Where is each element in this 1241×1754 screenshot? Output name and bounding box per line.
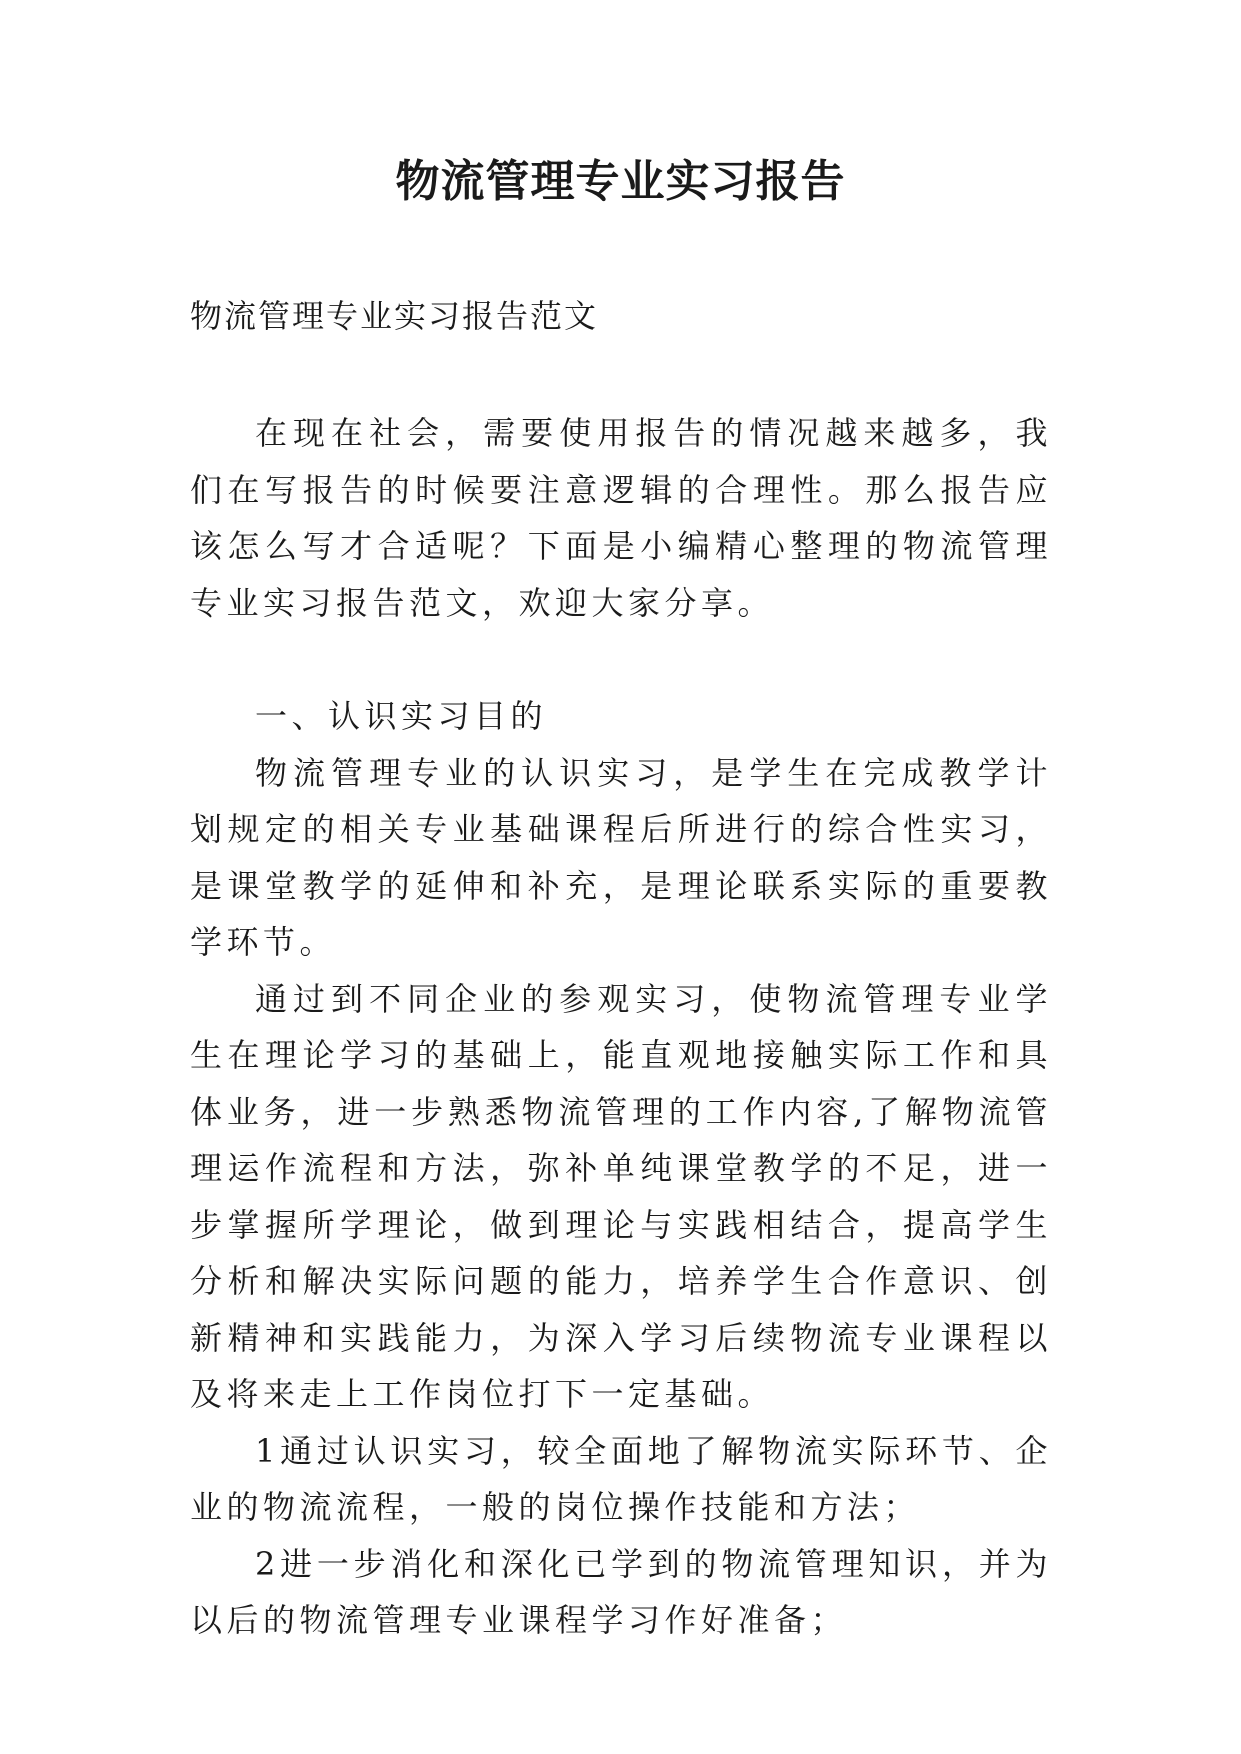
list-item-2: 2进一步消化和深化已学到的物流管理知识，并为以后的物流管理专业课程学习作好准备；	[190, 1544, 1052, 1639]
page-title: 物流管理专业实习报告	[395, 156, 846, 207]
section-block	[190, 688, 1052, 1649]
body-paragraph: 物流管理专业的认识实习，是学生在完成教学计划规定的相关专业基础课程后所进行的综合性实习，是课堂教学的延伸和补充，是理论联系实际的重要教学环节。	[190, 753, 1052, 961]
section-heading: 一、认识实习目的	[255, 697, 548, 735]
intro-block	[190, 405, 1052, 631]
body-paragraph: 通过到不同企业的参观实习，使物流管理专业学生在理论学习的基础上，能直观地接触实际工作和具体业务，进一步熟悉物流管理的工作内容,了解物流管理运作流程和方法，弥补单纯课堂教学的不足，进一步掌握所学理论，做到理论与实践相结合，提高学生分析和解决实际问题的能力，培养学生合作意识、创新精神和实践能力，为深入学习后续物流专业课程以及将来走上工作岗位打下一定基础。	[190, 979, 1052, 1413]
document-subtitle: 物流管理专业实习报告范文	[190, 297, 599, 335]
intro-paragraph: 在现在社会，需要使用报告的情况越来越多，我们在写报告的时候要注意逻辑的合理性。那么报告应该怎么写才合适呢？下面是小编精心整理的物流管理专业实习报告范文，欢迎大家分享。	[190, 414, 1052, 622]
list-item-1: 1通过认识实习，较全面地了解物流实际环节、企业的物流流程，一般的岗位操作技能和方法；	[190, 1431, 1052, 1526]
